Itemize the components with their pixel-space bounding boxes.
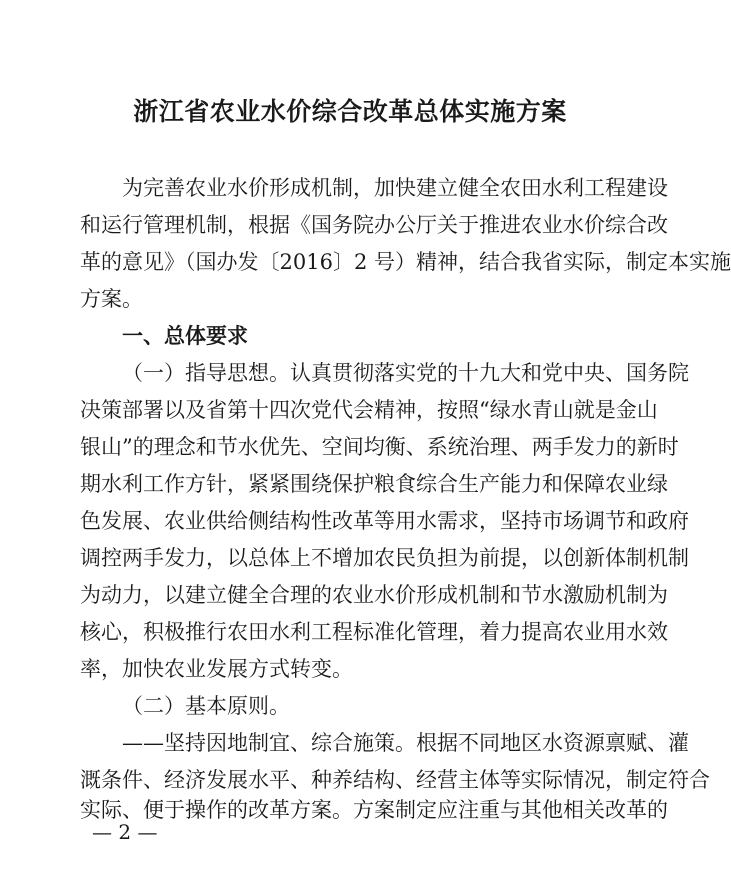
paragraph-line: 调控两手发力，以总体上不增加农民负担为前提，以创新体制机制 xyxy=(80,546,689,570)
paragraph-line: 为动力，以建立健全合理的农业水价形成机制和节水激励机制为 xyxy=(80,583,668,607)
paragraph-line: 期水利工作方针，紧紧围绕保护粮食综合生产能力和保障农业绿 xyxy=(80,472,668,496)
paragraph-line: 实际、便于操作的改革方案。方案制定应注重与其他相关改革的 xyxy=(80,798,668,822)
paragraph-line: 和运行管理机制，根据《国务院办公厅关于推进农业水价综合改 xyxy=(80,213,668,237)
paragraph-line: 率，加快农业发展方式转变。 xyxy=(80,657,353,681)
document-title: 浙江省农业水价综合改革总体实施方案 xyxy=(133,97,567,126)
paragraph-line: 为完善农业水价形成机制，加快建立健全农田水利工程建设 xyxy=(122,176,668,200)
paragraph-line: 核心，积极推行农田水利工程标准化管理，着力提高农业用水效 xyxy=(80,620,668,644)
paragraph-line: 银山”的理念和节水优先、空间均衡、系统治理、两手发力的新时 xyxy=(80,435,679,459)
subsection-heading: （二）基本原则。 xyxy=(122,694,290,718)
paragraph-line: ——坚持因地制宜、综合施策。根据不同地区水资源禀赋、灌 xyxy=(122,731,689,755)
paragraph-line: 溉条件、经济发展水平、种养结构、经营主体等实际情况，制定符合 xyxy=(80,768,710,792)
paragraph-line: 决策部署以及省第十四次党代会精神，按照“绿水青山就是金山 xyxy=(80,398,658,422)
paragraph-line: 色发展、农业供给侧结构性改革等用水需求，坚持市场调节和政府 xyxy=(80,509,689,533)
section-heading: 一、总体要求 xyxy=(122,323,248,348)
page-number: — 2 — xyxy=(92,820,158,844)
paragraph-line: （一）指导思想。认真贯彻落实党的十九大和党中央、国务院 xyxy=(122,361,689,385)
paragraph-line: 革的意见》（国办发〔2016〕2 号）精神，结合我省实际，制定本实施 xyxy=(80,250,731,274)
paragraph-line: 方案。 xyxy=(80,287,143,311)
